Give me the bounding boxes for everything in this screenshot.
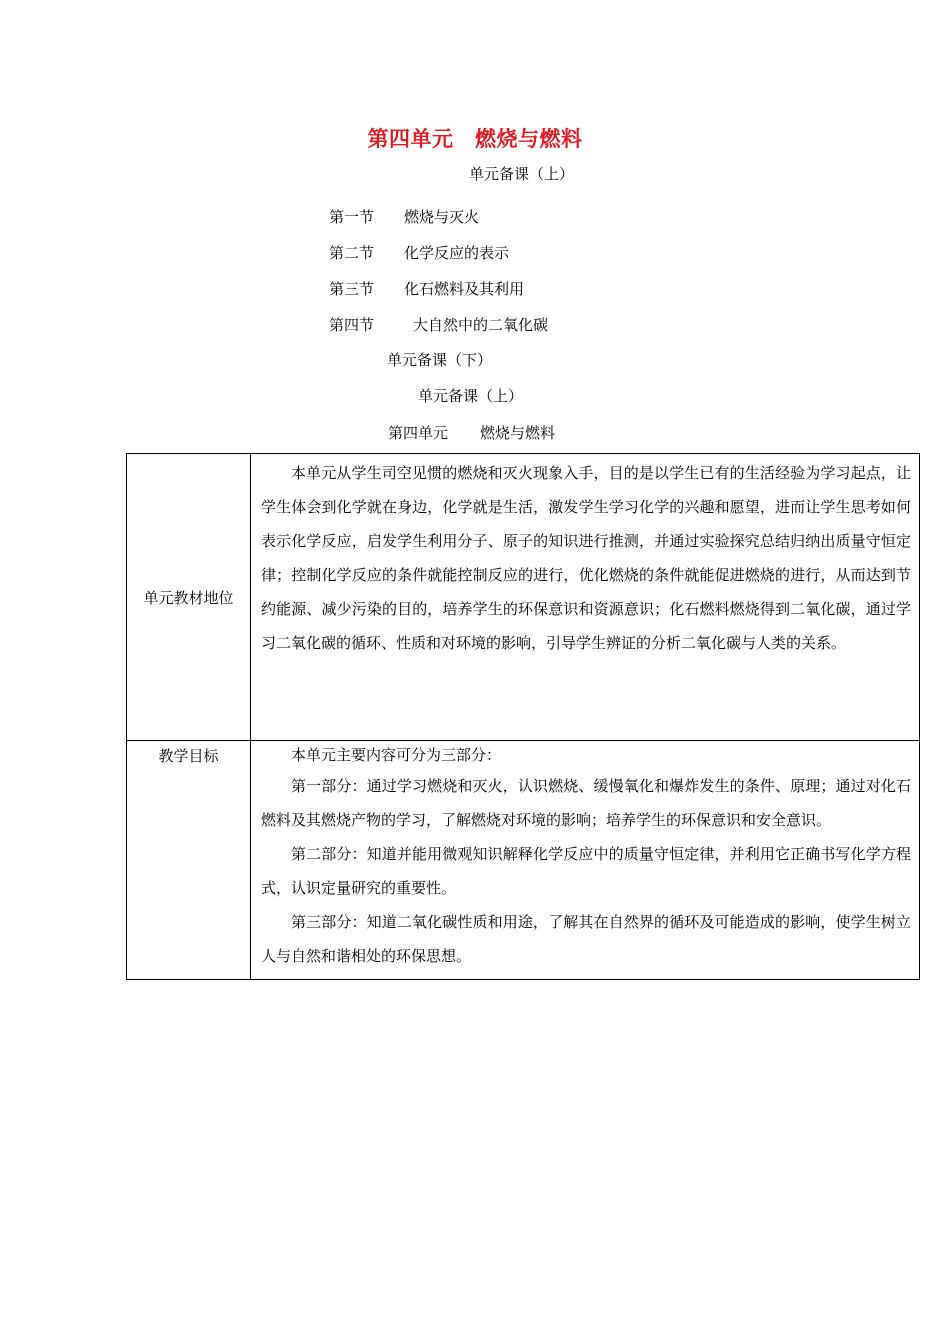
lesson-plan-table bbox=[126, 453, 920, 980]
toc-section-name: 大自然中的二氧化碳 bbox=[413, 316, 549, 334]
unit-heading-name: 燃烧与燃料 bbox=[480, 424, 556, 442]
table-row bbox=[127, 741, 920, 980]
table-row bbox=[127, 454, 920, 741]
row-label-unit-position: 单元教材地位 bbox=[127, 454, 251, 741]
toc-section-name: 化学反应的表示 bbox=[404, 244, 510, 262]
unit-heading-number: 第四单元 bbox=[388, 424, 449, 442]
row-content-unit-position bbox=[251, 454, 920, 741]
row-content-teaching-goals bbox=[251, 741, 920, 980]
goals-intro: 本单元主要内容可分为三部分： bbox=[291, 746, 502, 764]
toc-section-name: 化石燃料及其利用 bbox=[404, 280, 525, 298]
goals-part-three: 第三部分：知道二氧化碳性质和用途，了解其在自然界的循环及可能造成的影响，使学生树立人与自然和谐相处的环保思想。 bbox=[261, 913, 911, 965]
goals-part-two: 第二部分：知道并能用微观知识解释化学反应中的质量守恒定律，并利用它正确书写化学方程式，认识定量研究的重要性。 bbox=[261, 845, 911, 897]
subtitle-unit-prep-lower: 单元备课（下） bbox=[387, 351, 493, 369]
subtitle-unit-prep-upper: 单元备课（上） bbox=[469, 165, 575, 183]
unit-position-text: 本单元从学生司空见惯的燃烧和灭火现象入手，目的是以学生已有的生活经验为学习起点，让学生体会到化学就在身边，化学就是生活，激发学生学习化学的兴趣和愿望，进而让学生思考如何表示化学反应，启发学生利用分子、原子的知识进行推测，并通过实验探究总结归纳出质量守恒定律；控制化学反应的条件就能控制反应的进行，优化燃烧的条件就能促进燃烧的进行，从而达到节约能源、减少污染的目的，培养学生的环保意识和资源意识；化石燃料燃烧得到二氧化碳，通过学习二氧化碳的循环、性质和对环境的影响，引导学生辨证的分析二氧化碳与人类的关系。 bbox=[261, 464, 911, 652]
row-label-teaching-goals: 教学目标 bbox=[127, 741, 251, 980]
subtitle-unit-prep-upper-repeat: 单元备课（上） bbox=[418, 387, 524, 405]
document-title: 第四单元 燃烧与燃料 bbox=[367, 126, 583, 151]
toc-section-number: 第一节 bbox=[329, 208, 375, 226]
toc-section-name: 燃烧与灭火 bbox=[404, 208, 480, 226]
toc-section-number: 第四节 bbox=[329, 316, 375, 334]
goals-part-one: 第一部分：通过学习燃烧和灭火，认识燃烧、缓慢氧化和爆炸发生的条件、原理；通过对化石燃料及其燃烧产物的学习，了解燃烧对环境的影响；培养学生的环保意识和安全意识。 bbox=[261, 777, 911, 829]
toc-section-number: 第三节 bbox=[329, 280, 375, 298]
toc-section-number: 第二节 bbox=[329, 244, 375, 262]
